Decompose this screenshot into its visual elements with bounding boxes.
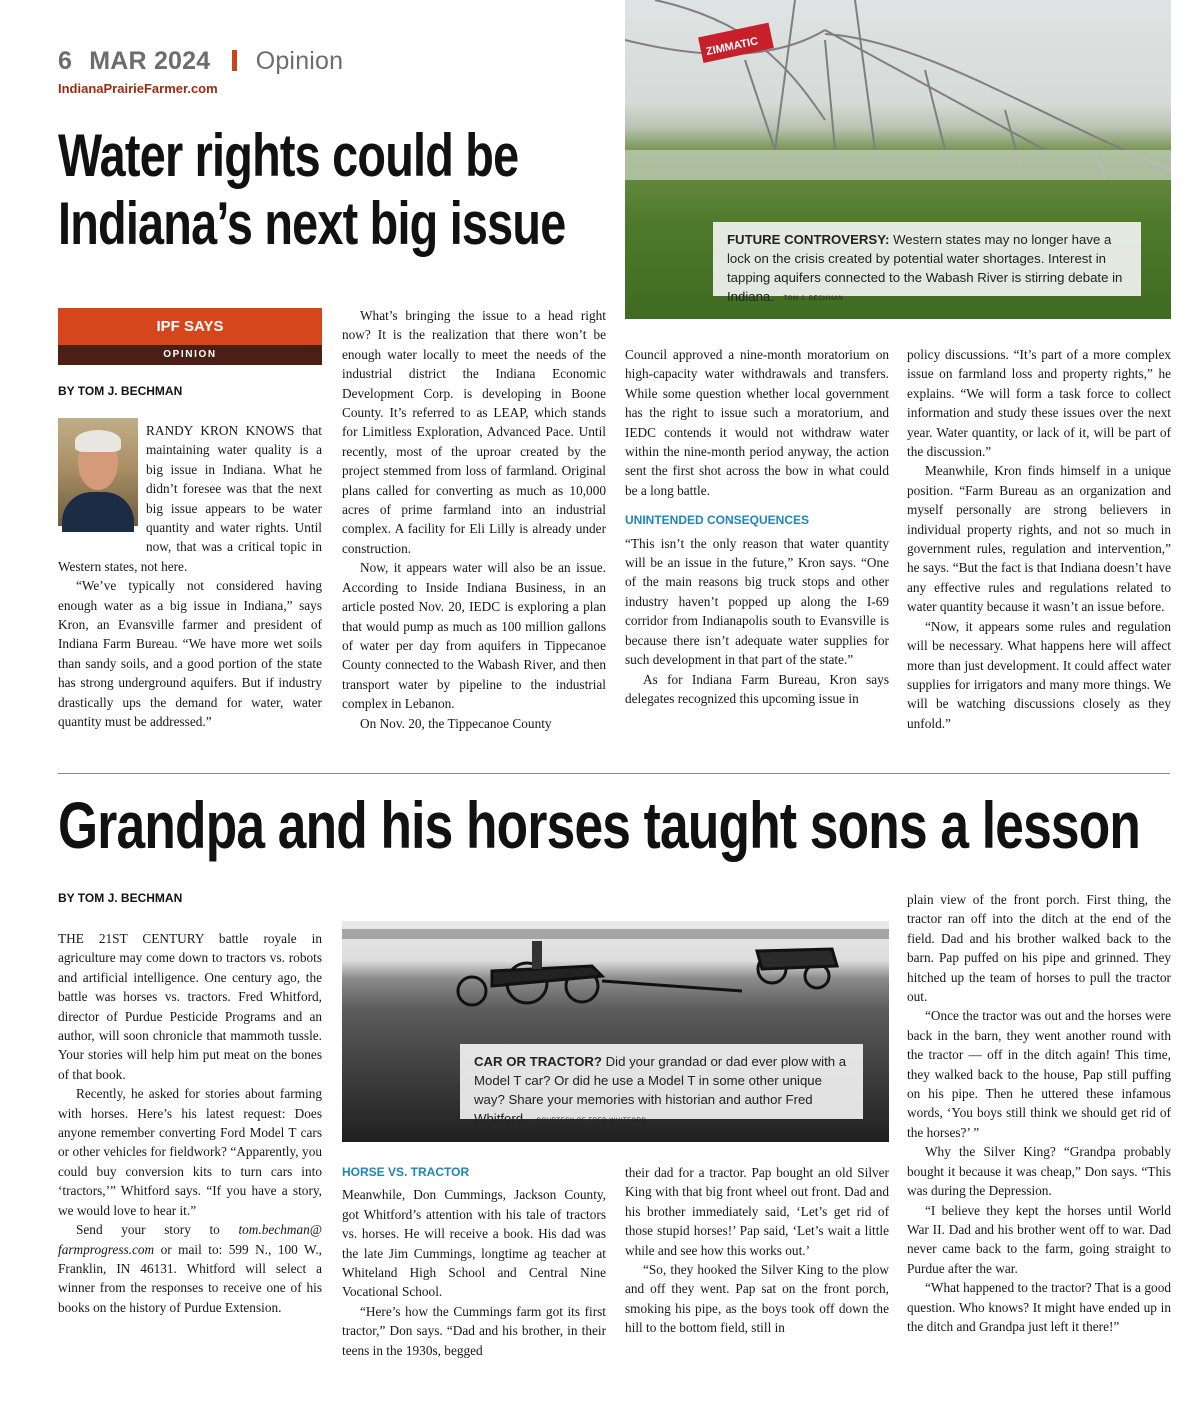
subhead-horse-vs-tractor: HORSE VS. TRACTOR bbox=[342, 1165, 470, 1179]
article-divider bbox=[58, 773, 1170, 774]
paragraph: “Here’s how the Cummings farm got its first tractor,” Don says. “Dad and his brother, in their teens in the 1930s, begged bbox=[342, 1303, 606, 1358]
paragraph: “Now, it appears some rules and regulation will be necessary. What happens here will affect more than just development. It could affect water supplies for irrigators and many more things. We will be watching discussions closely as they unfold.” bbox=[907, 618, 1171, 731]
paragraph: “I believe they kept the horses until World War II. Dad and his brother went off to war. Dad never came back to the farm, going straight to Purdue after the war. bbox=[907, 1202, 1171, 1276]
paragraph: Meanwhile, Don Cummings, Jackson County, got Whitford’s attention with his tale of tractors vs. horses. He will receive a book. His dad was the late Jim Cummings, longtime ag teacher at Whiteland High School and Central Nine Vocational School. bbox=[342, 1187, 606, 1300]
headline-line-1: Water rights could be bbox=[58, 122, 519, 189]
headline-line-2: Indiana’s next big issue bbox=[58, 190, 566, 257]
article2-column-2 bbox=[342, 1163, 606, 1360]
paragraph: Meanwhile, Kron finds himself in a unique position. “Farm Bureau as an organization and myself personally are strong believers in individual property rights, and not so much in government rules, regulation and intervention,” he says. “But the fact is that Indiana doesn’t have any effective rules and regulations related to water quantity because it wasn’t an issue before. bbox=[907, 463, 1171, 615]
paragraph: Council approved a nine-month moratorium on high-capacity water withdrawals and transfers. While some question whether local government has the right to issue such a moratorium, and IEDC contends it would not withdraw water within the nine-month period anyway, the action sent the first shot across the bow in what could be a long battle. bbox=[625, 347, 889, 498]
paragraph: “So, they hooked the Silver King to the plow and off they went. Pap sat on the front porch, smoking his pipe, as the boys took off down the hill to the bottom field, still in bbox=[625, 1262, 889, 1336]
paragraph: Now, it appears water will also be an issue. According to Inside Indiana Business, in an article posted Nov. 20, IEDC is exploring a plan that would pump as much as 100 million gallons of water per day from aquifers in Tippecanoe County connected to the Wabash River, and then transport water by pipeline to the industrial complex in Lebanon. bbox=[342, 560, 606, 712]
caption-text: Western states may no longer have a lock on the crisis created by potential water shortages. Interest in tapping aquifers connected to the Wabash River is stirring debate in Indiana. bbox=[727, 232, 1123, 304]
paragraph bbox=[58, 1220, 322, 1317]
text: or mail to: 599 N., 100 W., Franklin, IN 46131. Whitford will select a winner from the responses to receive one of his books on the history of Purdue Extension. bbox=[58, 1241, 322, 1315]
lead-paragraph: THE 21ST CENTURY battle royale in agriculture may come down to tractors vs. robots and artificial intelligence. One century ago, the battle was horses vs. tractors. Fred Whitford, director of Purdue Pesticide Programs and an author, will soon chronicle that mammoth tussle. Your stories will help him put meat on the bones of that book. bbox=[58, 931, 322, 1082]
caption-label: CAR OR TRACTOR? bbox=[474, 1054, 602, 1069]
paragraph: What’s bringing the issue to a head right now? It is the realization that there won’t be enough water locally to meet the needs of the industrial district the Indiana Economic Development Corp. is developing in Boone County. It’s referred to as LEAP, which stands for Limitless Exploration, Advanced Pace. Until recently, most of the uproar created by the project stemmed from loss of farmland. Original plans called for converting as much as 10,000 acres of prime farmland into an industrial complex. A facility for Eli Lilly is already under construction. bbox=[342, 308, 606, 556]
paragraph: Why the Silver King? “Grandpa probably bought it because it was cheap,” Don says. “This was during the Depression. bbox=[907, 1144, 1171, 1199]
page-folio bbox=[58, 47, 343, 76]
text: Send your story to bbox=[76, 1222, 220, 1238]
paragraph: “Once the tractor was out and the horses were back in the barn, they went another round with the tractor — off in the ditch again! This time, they walked back to the house, Pap still puffing on his pipe. Then he uttered these infamous words, ‘You boys still think we should get rid of the horses?’ ” bbox=[907, 1008, 1171, 1140]
photo1-caption bbox=[713, 222, 1141, 304]
photo2-caption bbox=[460, 1044, 863, 1126]
article2-byline: BY TOM J. BECHMAN bbox=[58, 891, 183, 905]
paragraph: Recently, he asked for stories about farming with horses. Here’s his latest request: Does anyone remember converting Ford Model T cars or other vehicles for fieldwork? “Apparently, you could buy conversion kits to turn cars into ‘tractors,’” Whitford says. “If you have a story, we would love to hear it.” bbox=[58, 1086, 322, 1218]
page-number: 6 bbox=[58, 47, 73, 75]
paragraph: “What happened to the tractor? That is a good question. Who knows? It might have ended up in the ditch and Grandpa just left it there!” bbox=[907, 1280, 1171, 1334]
lead-paragraph: RANDY KRON KNOWS that maintaining water quality is a big issue in Indiana. What he didn’t foresee was that the next big issue appears to be water quantity and water rights. Until now, that was a critical topic in Western states, not here. bbox=[58, 423, 322, 574]
paragraph: plain view of the front porch. First thing, the tractor ran off into the ditch at the end of the field. Dad and his brother walked back to the barn. Pap puffed on his pipe and grinned. They hitched up the team of horses to pull the tractor out. bbox=[907, 892, 1171, 1005]
ipf-says-badge bbox=[58, 308, 322, 365]
folio-divider bbox=[232, 50, 237, 71]
photo-credit: COURTESY OF FRED WHITFORD bbox=[536, 1118, 647, 1124]
paragraph: “We’ve typically not considered having enough water as a big issue in Indiana,” says Kron, an Evansville farmer and president of Indiana Farm Bureau. “We have more wet soils than sandy soils, and a good portion of the state has strong underground aquifers. But if industry drastically ups the demand for water, water quantity must be addressed.” bbox=[58, 578, 322, 730]
pivot-brand-label: ZIMMATIC bbox=[705, 35, 760, 59]
article1-byline: BY TOM J. BECHMAN bbox=[58, 384, 183, 398]
issue-date: MAR 2024 bbox=[89, 47, 211, 75]
article1-column-3 bbox=[625, 345, 889, 708]
article2-column-1 bbox=[58, 929, 322, 1317]
section-name: Opinion bbox=[255, 47, 344, 75]
subhead-unintended-consequences: UNINTENDED CONSEQUENCES bbox=[625, 513, 810, 528]
paragraph: “This isn’t the only reason that water quantity will be an issue in the future,” Kron says. “One of the main reasons big truck stops and other industry haven’t popped up along the I-69 corridor from Indianapolis south to Evansville is because there isn’t adequate water supplies for such development in that part of the state.” bbox=[625, 535, 889, 668]
site-url[interactable]: IndianaPrairieFarmer.com bbox=[58, 81, 218, 96]
photo-credit: TOM J. BECHMAN bbox=[783, 296, 844, 302]
paragraph: policy discussions. “It’s part of a more complex issue on farmland loss and property rights,” he explains. “We will form a task force to collect information and study these issues over the next year. Water quantity, or lack of it, will be part of the discussion.” bbox=[907, 347, 1171, 460]
caption-label: FUTURE CONTROVERSY: bbox=[727, 232, 890, 247]
article1-headline bbox=[58, 122, 565, 258]
caption-text: Did your grandad or dad ever plow with a Model T car? Or did he use a Model T in some other unique way? Share your memories with historian and author Fred Whitford. bbox=[474, 1054, 847, 1126]
article2-headline: Grandpa and his horses taught sons a lesson bbox=[58, 788, 1141, 862]
paragraph: their dad for a tractor. Pap bought an old Silver King with that big front wheel out front. Dad and his brother immediately said, ‘Let’s get rid of those stupid horses!’ Pap said, ‘Let’s wait a little while and see how this works out.’ bbox=[625, 1165, 889, 1258]
article1-column-4 bbox=[907, 345, 1171, 733]
email-link[interactable]: tom.bechman@ farmprogress.com bbox=[58, 1222, 322, 1257]
badge-subtitle: OPINION bbox=[58, 345, 322, 365]
badge-title: IPF SAYS bbox=[58, 308, 322, 345]
paragraph: As for Indiana Farm Bureau, Kron says delegates recognized this upcoming issue in bbox=[625, 671, 889, 706]
article1-column-1 bbox=[58, 421, 322, 732]
article1-column-2 bbox=[342, 306, 606, 733]
paragraph: On Nov. 20, the Tippecanoe County bbox=[360, 715, 552, 731]
article2-column-4 bbox=[907, 890, 1171, 1336]
article2-column-3 bbox=[625, 1163, 889, 1338]
